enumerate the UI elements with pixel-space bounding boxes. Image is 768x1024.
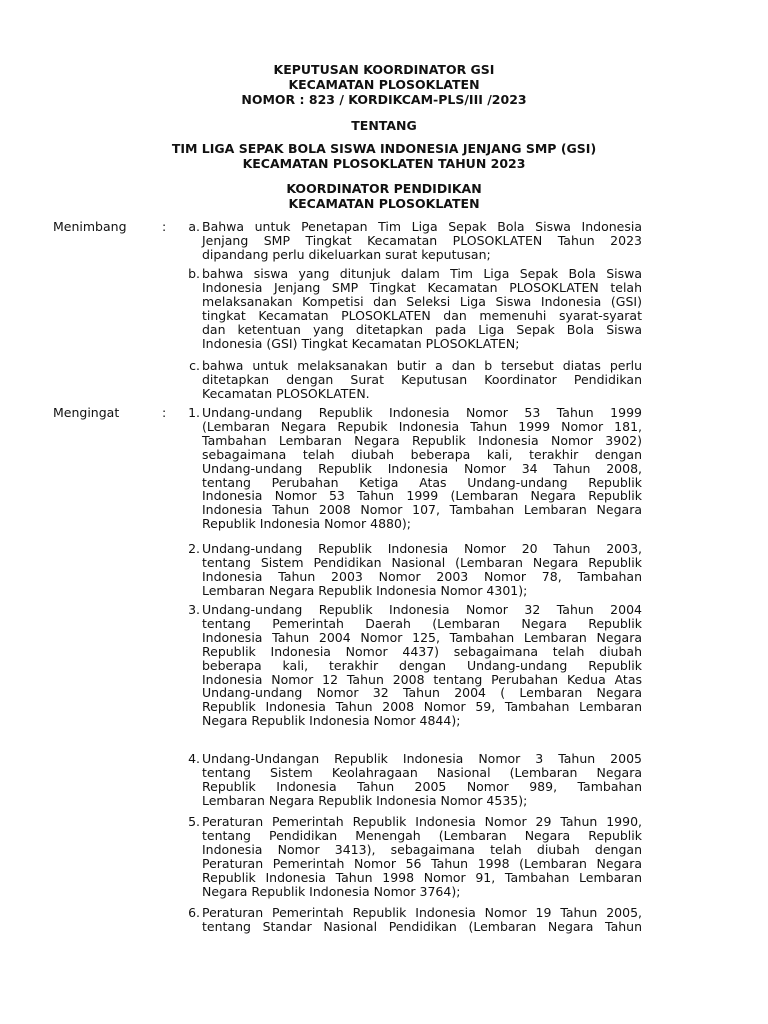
item-text	[202, 542, 642, 598]
item-text-line: Undang-undang Nomor 32 Tahun 2004 ( Lembaran Negara	[202, 685, 642, 701]
item-text-line: Undang-undang Republik Indonesia Nomor 34 Tahun 2008,	[202, 460, 642, 476]
item-text-line: Undang-undang Republik Indonesia Nomor 53 Tahun 1999	[202, 405, 642, 420]
decision-title-line: KEPUTUSAN KOORDINATOR GSI	[273, 62, 495, 77]
item-text-line: Undang-undang Republik Indonesia Nomor 32 Tahun 2004	[202, 602, 642, 617]
item-marker: 4.	[188, 751, 200, 766]
item-text-line: Peraturan Pemerintah Republik Indonesia Nomor 19 Tahun 2005,	[202, 905, 642, 920]
mengingat-colon: :	[162, 405, 167, 420]
item-text-line: Indonesia Tahun 2004 Nomor 125, Tambahan Lembaran Negara	[202, 629, 642, 645]
item-text-line: (Lembaran Negara Repubik Indonesia Tahun 1999 Nomor 181,	[202, 418, 642, 434]
item-text-line: Undang-Undangan Republik Indonesia Nomor 3 Tahun 2005	[202, 751, 642, 766]
item-text-line: Lembaran Negara Republik Indonesia Nomor 4535);	[202, 792, 528, 808]
item-text-line: dipandang perlu dikeluarkan surat keputusan;	[202, 246, 491, 262]
item-text-line: ditetapkan dengan Surat Keputusan Koordinator Pendidikan	[202, 371, 642, 387]
item-text-line: Indonesia Jenjang SMP Tingkat Kecamatan PLOSOKLATEN telah	[202, 279, 642, 295]
item-marker: 1.	[188, 405, 200, 420]
item-text	[202, 267, 642, 350]
about-label	[0, 118, 768, 133]
subject-line: TIM LIGA SEPAK BOLA SISWA INDONESIA JENJANG SMP (GSI)	[171, 141, 597, 156]
item-text	[202, 815, 642, 898]
decision-number: NOMOR : 823 / KORDIKCAM-PLS/III /2023	[241, 92, 527, 107]
item-text-line: tentang Pendidikan Menengah (Lembaran Negara Republik	[202, 827, 642, 843]
item-text-line: tingkat Kecamatan PLOSOKLATEN dan memenuhi syarat-syarat	[202, 307, 642, 323]
item-text-line: Republik Indonesia Tahun 1998 Nomor 91, Tambahan Lembaran	[202, 869, 642, 885]
issuer	[0, 181, 768, 211]
item-text-line: tentang Perubahan Ketiga Atas Undang-undang Republik	[202, 474, 642, 490]
item-text-line: bahwa untuk melaksanakan butir a dan b tersebut diatas perlu	[202, 358, 642, 373]
item-text-line: tentang Sistem Pendidikan Nasional (Lembaran Negara Republik	[202, 554, 642, 570]
item-text	[202, 603, 642, 728]
item-text-line: Republik Indonesia Tahun 2008 Nomor 59, Tambahan Lembaran	[202, 699, 642, 715]
item-text-line: Indonesia Tahun 2008 Nomor 107, Tambahan Lembaran Negara	[202, 502, 642, 518]
subject-line: KECAMATAN PLOSOKLATEN TAHUN 2023	[242, 156, 526, 171]
item-text-line: Jenjang SMP Tingkat Kecamatan PLOSOKLATEN Tahun 2023	[202, 232, 642, 248]
item-marker: 2.	[188, 541, 200, 556]
menimbang-colon: :	[162, 219, 167, 234]
issuer-line: KECAMATAN PLOSOKLATEN	[288, 196, 480, 211]
item-marker: c.	[189, 358, 200, 373]
item-marker: a.	[188, 219, 200, 234]
item-text	[202, 406, 642, 531]
item-text-line: Tambahan Lembaran Negara Republik Indonesia Nomor 3902)	[202, 432, 642, 448]
item-text-line: beberapa kali, terakhir dengan Undang-undang Republik	[202, 657, 642, 673]
item-text-line: Republik Indonesia Tahun 2005 Nomor 989, Tambahan	[202, 778, 642, 794]
item-marker: 3.	[188, 602, 200, 617]
item-text-line: Negara Republik Indonesia Nomor 3764);	[202, 883, 461, 899]
issuer-line: KOORDINATOR PENDIDIKAN	[286, 181, 482, 196]
item-marker: 5.	[188, 814, 200, 829]
item-text-line: tentang Pemerintah Daerah (Lembaran Negara Republik	[202, 615, 642, 631]
decision-subject	[0, 141, 768, 171]
item-text-line: bahwa siswa yang ditunjuk dalam Tim Liga Sepak Bola Siswa	[202, 266, 642, 281]
about-label-text: TENTANG	[351, 118, 417, 133]
item-text-line: Indonesia Nomor 12 Tahun 2008 tentang Perubahan Kedua Atas	[202, 671, 642, 687]
item-text-line: dan ketentuan yang ditetapkan pada Liga Sepak Bola Siswa	[202, 321, 642, 337]
item-text-line: Kecamatan PLOSOKLATEN.	[202, 385, 370, 401]
item-text-line: melaksanakan Kompetisi dan Seleksi Liga Siswa Indonesia (GSI)	[202, 293, 642, 309]
item-text	[202, 220, 642, 262]
item-text-line: Republik Indonesia Nomor 4437) sebagaimana telah diubah	[202, 643, 642, 659]
item-text-line: Undang-undang Republik Indonesia Nomor 20 Tahun 2003,	[202, 541, 642, 556]
item-text-line: Bahwa untuk Penetapan Tim Liga Sepak Bola Siswa Indonesia	[202, 219, 642, 234]
item-text	[202, 906, 642, 934]
item-text-line: tentang Standar Nasional Pendidikan (Lembaran Negara Tahun	[202, 918, 642, 934]
mengingat-label: Mengingat	[53, 405, 120, 420]
item-text	[202, 359, 642, 401]
item-text-line: Indonesia Nomor 3413), sebagaimana telah diubah dengan	[202, 841, 642, 857]
item-text-line: Negara Republik Indonesia Nomor 4844);	[202, 713, 461, 729]
item-text	[202, 752, 642, 808]
item-text-line: tentang Sistem Keolahragaan Nasional (Lembaran Negara	[202, 764, 642, 780]
decision-title	[0, 62, 768, 107]
menimbang-label: Menimbang	[53, 219, 127, 234]
item-text-line: Peraturan Pemerintah Republik Indonesia Nomor 29 Tahun 1990,	[202, 814, 642, 829]
item-text-line: Lembaran Negara Republik Indonesia Nomor 4301);	[202, 582, 528, 598]
item-marker: 6.	[188, 905, 200, 920]
item-text-line: Indonesia Nomor 53 Tahun 1999 (Lembaran Negara Republik	[202, 488, 642, 504]
decision-title-line: KECAMATAN PLOSOKLATEN	[288, 77, 480, 92]
item-marker: b.	[188, 266, 200, 281]
item-text-line: Indonesia Tahun 2003 Nomor 2003 Nomor 78, Tambahan	[202, 568, 642, 584]
item-text-line: sebagaimana telah diubah beberapa kali, terakhir dengan	[202, 446, 642, 462]
item-text-line: Indonesia (GSI) Tingkat Kecamatan PLOSOKLATEN;	[202, 335, 520, 351]
item-text-line: Republik Indonesia Nomor 4880);	[202, 516, 412, 532]
item-text-line: Peraturan Pemerintah Nomor 56 Tahun 1998 (Lembaran Negara	[202, 855, 642, 871]
